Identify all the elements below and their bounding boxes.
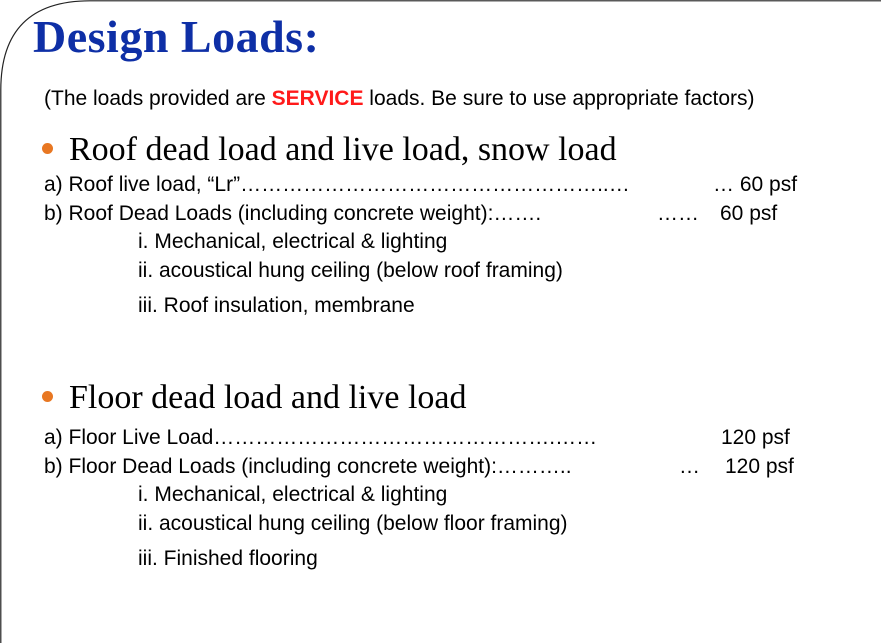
roof-dead-load-dots: …… — [657, 202, 699, 225]
note-text-end: loads. Be sure to use appropriate factors) — [363, 87, 755, 110]
roof-dead-load-value: 60 psf — [720, 202, 778, 225]
roof-heading-text: Roof dead load and live load, snow load — [69, 131, 617, 168]
floor-live-load-label: a) Floor Live Load………………………………………….…… — [44, 426, 598, 449]
bullet-dot-icon — [42, 143, 53, 154]
floor-dead-item: iii. Finished flooring — [138, 547, 318, 570]
floor-dead-load-dots: … — [679, 455, 700, 478]
service-loads-note — [44, 87, 755, 111]
bullet-dot-icon — [42, 391, 53, 402]
floor-heading-text: Floor dead load and live load — [69, 379, 467, 416]
roof-live-load-value: … 60 psf — [713, 173, 798, 196]
floor-dead-item: i. Mechanical, electrical & lighting — [138, 483, 448, 506]
roof-dead-load-label: b) Roof Dead Loads (including concrete weight):……. — [44, 202, 542, 225]
page-title: Design Loads: — [33, 11, 320, 62]
floor-dead-load-value: 120 psf — [725, 455, 794, 478]
floor-section-heading — [42, 379, 467, 417]
roof-live-load-label: a) Roof live load, “Lr”……………………………………………..… — [44, 173, 630, 196]
note-text-start: (The loads provided are — [44, 87, 272, 110]
floor-dead-load-label: b) Floor Dead Loads (including concrete weight):……….. — [44, 455, 572, 478]
roof-dead-item: iii. Roof insulation, membrane — [138, 294, 415, 317]
roof-section-heading — [42, 131, 617, 169]
roof-dead-item: ii. acoustical hung ceiling (below roof framing) — [138, 259, 563, 282]
roof-dead-item: i. Mechanical, electrical & lighting — [138, 230, 448, 253]
service-highlight: SERVICE — [271, 87, 364, 110]
floor-live-load-value: 120 psf — [721, 426, 790, 449]
floor-dead-item: ii. acoustical hung ceiling (below floor framing) — [138, 512, 568, 535]
